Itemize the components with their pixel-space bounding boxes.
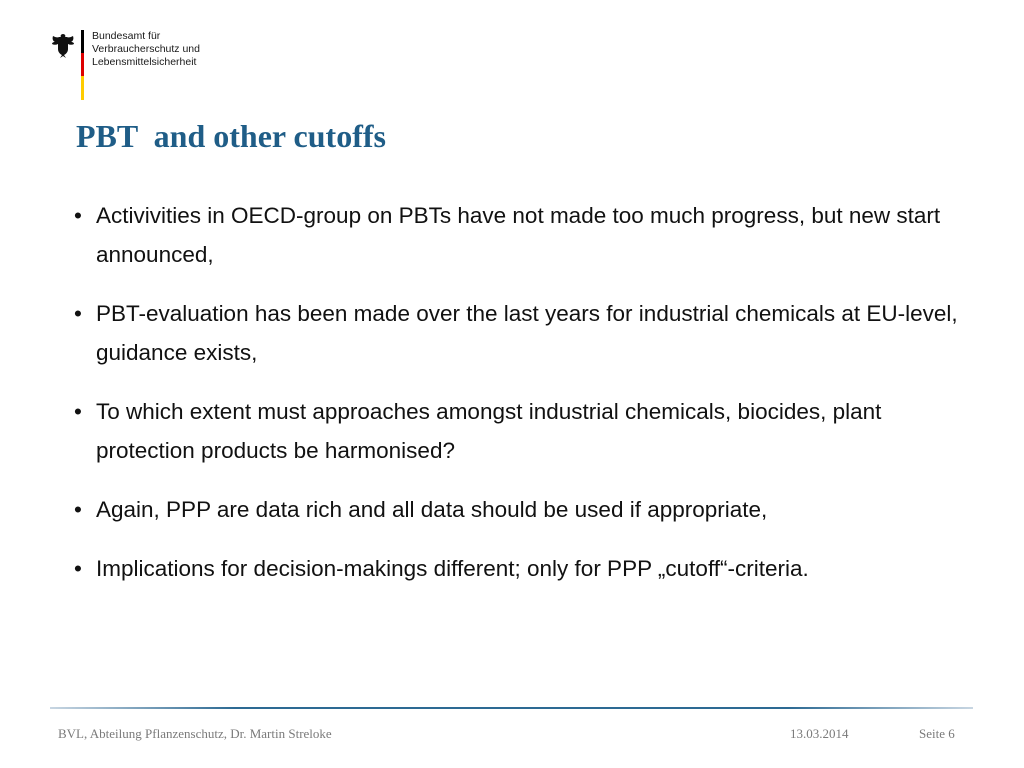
bullet-marker: • [74,301,82,326]
bullet-text: Activivities in OECD-group on PBTs have not made too much progress, but new start announced, [96,203,941,267]
bullet-item [74,549,974,588]
bullet-text: PBT-evaluation has been made over the last years for industrial chemicals at EU-level, guidance exists, [96,301,958,365]
bullet-text: Implications for decision-makings different; only for PPP „cutoff“-criteria. [96,556,809,581]
bullet-marker: • [74,203,82,228]
footer-date: 13.03.2014 [790,726,849,741]
bullet-marker: • [74,399,82,424]
footer-author: BVL, Abteilung Pflanzenschutz, Dr. Martin Streloke [58,726,332,741]
organization-name [92,30,200,69]
bullet-item [74,490,974,529]
flag-stripe-gold [81,76,84,100]
bullet-text: Again, PPP are data rich and all data should be used if appropriate, [96,497,768,522]
footer-page-number: Seite 6 [919,726,955,741]
bullet-marker: • [74,556,82,581]
footer-divider [50,707,973,709]
flag-stripe-red [81,53,84,76]
flag-stripe-black [81,30,84,53]
bullet-marker: • [74,497,82,522]
slide-title: PBT and other cutoffs [76,118,386,154]
german-flag-bar [81,30,84,100]
bullet-item [74,392,974,470]
federal-eagle-icon [50,32,76,60]
bullet-item [74,294,974,372]
org-line-3: Lebensmittelsicherheit [92,56,197,68]
org-line-1: Bundesamt für [92,30,161,42]
bvl-logo [50,30,220,100]
bullet-item [74,196,974,274]
org-line-2: Verbraucherschutz und [92,43,200,55]
bullet-list [74,196,974,608]
bullet-text: To which extent must approaches amongst industrial chemicals, biocides, plant protection products be harmonised? [96,399,882,463]
